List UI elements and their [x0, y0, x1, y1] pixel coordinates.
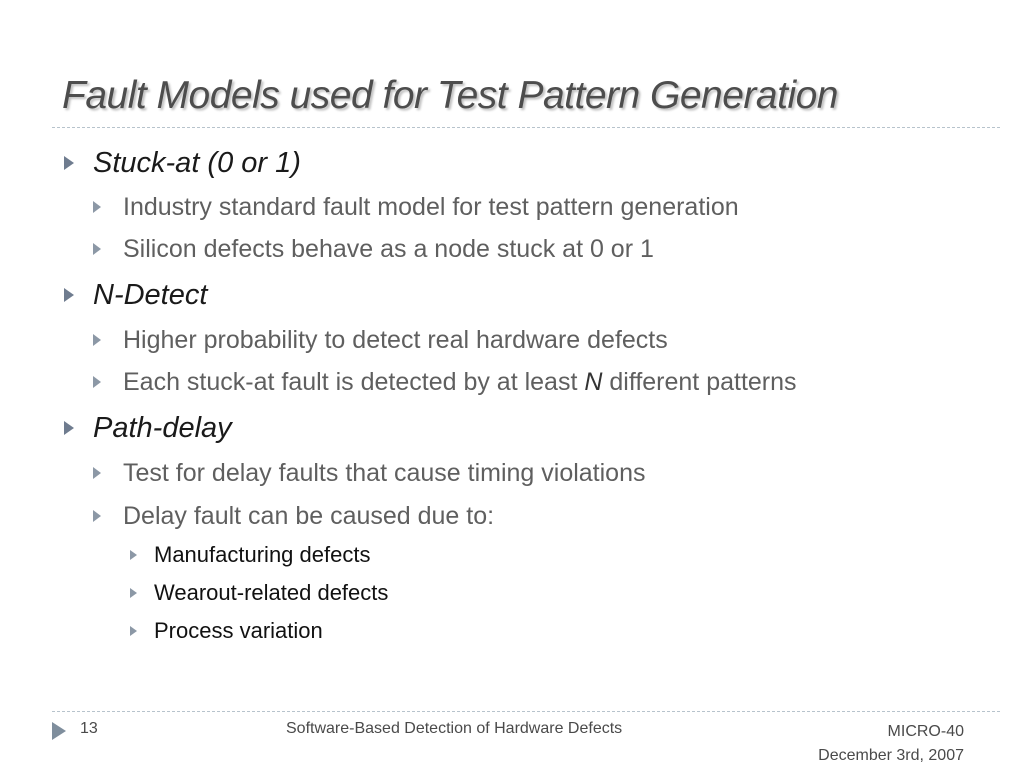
sub-bullet-text: Industry standard fault model for test pattern generation	[123, 193, 739, 221]
sub-sub-bullet-text: Wearout-related defects	[154, 580, 389, 605]
triangle-right-icon	[64, 156, 74, 170]
sub-bullet-text: Delay fault can be caused due to:	[123, 502, 495, 530]
slide-number: 13	[80, 720, 98, 737]
footer-event	[818, 720, 964, 768]
sub-bullet-text: Test for delay faults that cause timing violations	[123, 459, 646, 487]
triangle-right-icon	[130, 626, 137, 636]
triangle-right-icon	[130, 550, 137, 560]
triangle-right-icon	[64, 421, 74, 435]
sub-bullet-text: Silicon defects behave as a node stuck at 0 or 1	[123, 235, 654, 263]
italic-n: N	[584, 368, 603, 396]
footer-date: December 3rd, 2007	[818, 747, 964, 764]
triangle-right-icon	[93, 334, 101, 346]
footer-title: Software-Based Detection of Hardware Defects	[286, 720, 623, 737]
bullet-text: N-Detect	[93, 279, 208, 311]
text-segment: Each stuck-at fault is detected by at least	[123, 368, 585, 396]
triangle-right-icon	[93, 376, 101, 388]
sub-sub-bullet-text: Manufacturing defects	[154, 542, 371, 567]
triangle-right-icon	[64, 288, 74, 302]
bullet-text: Path-delay	[93, 412, 232, 444]
bullet-text: Stuck-at (0 or 1)	[93, 147, 301, 179]
slide-title: Fault Models used for Test Pattern Generation	[62, 74, 838, 117]
footer-triangle-icon	[52, 722, 66, 740]
text-segment: different patterns	[602, 368, 797, 396]
footer-divider	[52, 711, 1000, 712]
triangle-right-icon	[93, 201, 101, 213]
triangle-right-icon	[93, 510, 101, 522]
sub-bullet-text: Higher probability to detect real hardware defects	[123, 326, 668, 354]
triangle-right-icon	[93, 467, 101, 479]
triangle-right-icon	[93, 243, 101, 255]
triangle-right-icon	[130, 588, 137, 598]
sub-sub-bullet-text: Process variation	[154, 618, 323, 643]
sub-bullet-text	[123, 367, 797, 397]
footer-conference: MICRO-40	[887, 723, 964, 740]
